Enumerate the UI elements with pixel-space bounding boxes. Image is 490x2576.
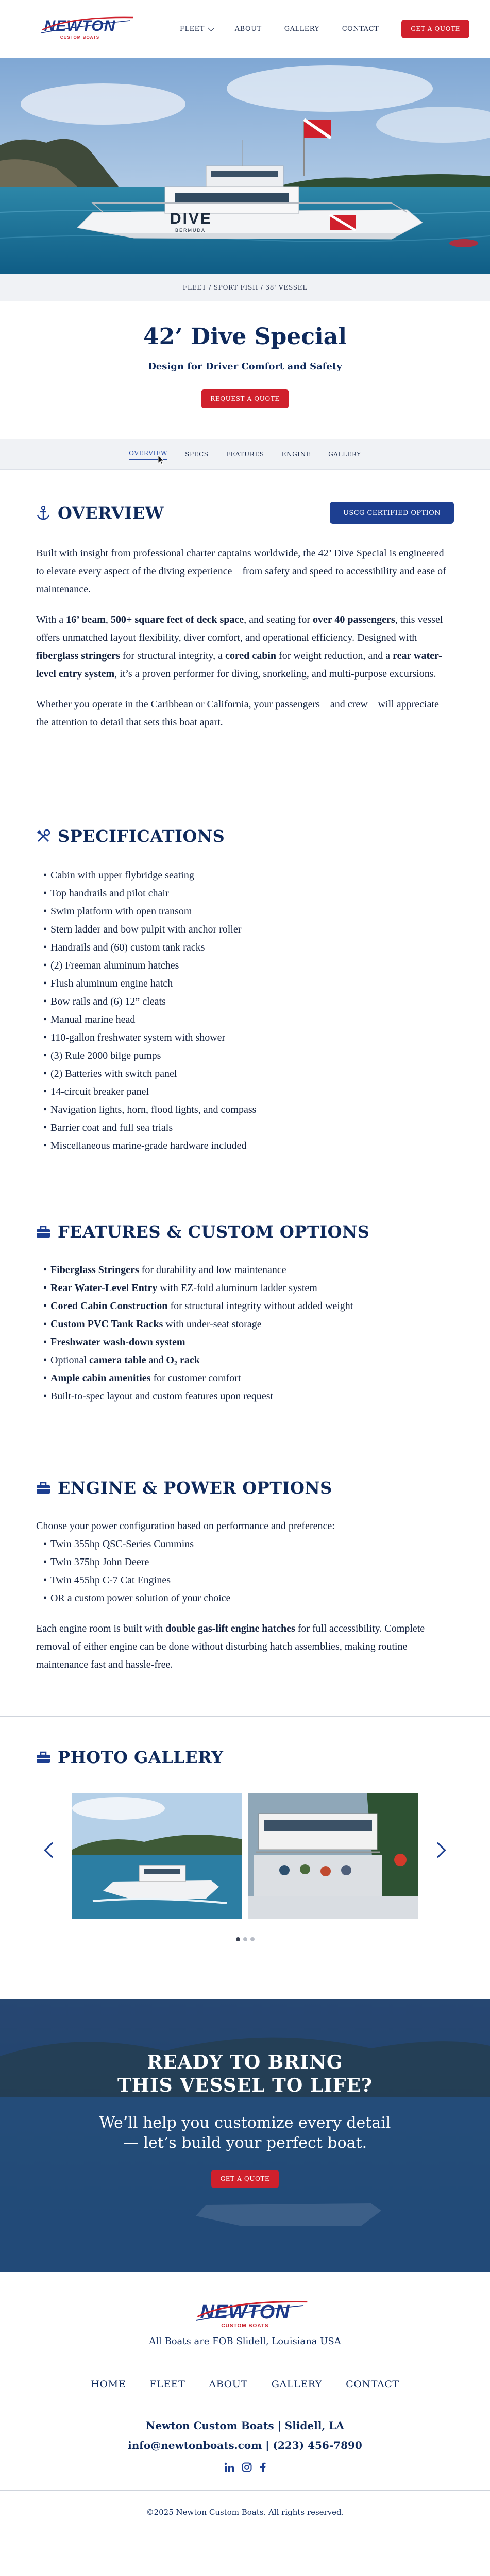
gallery-heading: PHOTO GALLERY bbox=[58, 1748, 224, 1767]
nav-about[interactable]: ABOUT bbox=[234, 25, 262, 33]
engine-intro: Choose your power configuration based on performance and preference: bbox=[36, 1520, 335, 1532]
engine-heading: ENGINE & POWER OPTIONS bbox=[58, 1478, 332, 1498]
hero-image bbox=[0, 58, 490, 274]
toolbox-icon bbox=[36, 1481, 50, 1495]
boat-name-sign: DIVE bbox=[170, 210, 213, 227]
features-list bbox=[43, 1261, 454, 1405]
footer-link-about[interactable]: ABOUT bbox=[209, 2379, 248, 2390]
breadcrumb: FLEET / SPORT FISH / 38' VESSEL bbox=[0, 274, 490, 301]
feature-item: • Optional camera table and O₂ rack bbox=[43, 1351, 454, 1369]
cta-heading: READY TO BRING THIS VESSEL TO LIFE? bbox=[117, 2052, 373, 2096]
site-footer bbox=[0, 2272, 490, 2533]
spec-item: • Barrier coat and full sea trials bbox=[43, 1119, 454, 1137]
header-quote-button[interactable]: GET A QUOTE bbox=[401, 20, 469, 38]
spec-item: • Handrails and (60) custom tank racks bbox=[43, 939, 454, 957]
engine-option: • Twin 375hp John Deere bbox=[43, 1553, 454, 1571]
spec-item: • Top handrails and pilot chair bbox=[43, 885, 454, 903]
chevron-down-icon bbox=[208, 25, 214, 31]
toolbox-icon bbox=[36, 1225, 50, 1239]
spec-item: • Stern ladder and bow pulpit with anchor roller bbox=[43, 921, 454, 939]
copyright: ©2025 Newton Custom Boats. All rights reserved. bbox=[0, 2490, 490, 2533]
carousel-prev-arrow-icon[interactable] bbox=[44, 1842, 60, 1858]
tab-overview[interactable]: OVERVIEW bbox=[129, 450, 167, 460]
spec-item: • 14-circuit breaker panel bbox=[43, 1083, 454, 1101]
engine-body bbox=[36, 1517, 454, 1674]
tab-engine[interactable]: ENGINE bbox=[281, 451, 311, 458]
footer-link-gallery[interactable]: GALLERY bbox=[271, 2379, 323, 2390]
carousel-dot[interactable] bbox=[236, 1937, 240, 1941]
spec-item: • Navigation lights, horn, flood lights, and compass bbox=[43, 1101, 454, 1119]
overview-paragraph-3: Whether you operate in the Caribbean or California, your passengers—and crew—will appreciate the attention to detail that sets this boat apart. bbox=[36, 699, 439, 728]
nav-gallery[interactable]: GALLERY bbox=[284, 25, 319, 33]
gallery-image-1[interactable] bbox=[72, 1793, 242, 1919]
spec-item: • (3) Rule 2000 bilge pumps bbox=[43, 1047, 454, 1065]
engine-option: • Twin 355hp QSC-Series Cummins bbox=[43, 1535, 454, 1553]
tab-gallery[interactable]: GALLERY bbox=[328, 451, 361, 458]
overview-paragraph-1: Built with insight from professional charter captains worldwide, the 42’ Dive Special is engineered to elevate every aspect of the diving experience—from safety and speed to accessibility and ease of maintenance. bbox=[36, 548, 446, 595]
engine-section bbox=[0, 1447, 490, 1717]
mouse-cursor-icon bbox=[158, 455, 165, 465]
engine-option: • OR a custom power solution of your choice bbox=[43, 1589, 454, 1607]
footer-link-home[interactable]: HOME bbox=[91, 2379, 126, 2390]
feature-item: • Custom PVC Tank Racks with under-seat storage bbox=[43, 1315, 454, 1333]
tab-features[interactable]: FEATURES bbox=[226, 451, 264, 458]
spec-item: • Manual marine head bbox=[43, 1011, 454, 1029]
overview-body bbox=[36, 545, 454, 732]
logo-subtitle: CUSTOM BOATS bbox=[60, 35, 100, 40]
engine-note: Each engine room is built with double gas-lift engine hatches for full accessibility. Complete removal of either engine can be done without disturbing hatch assemblies, making routine maintenance fast and hassle-free. bbox=[36, 1623, 425, 1670]
hero-boat-photo bbox=[0, 58, 490, 274]
spec-item: • (2) Freeman aluminum hatches bbox=[43, 957, 454, 975]
carousel-dot[interactable] bbox=[250, 1937, 255, 1941]
specifications-list bbox=[43, 867, 454, 1155]
cta-quote-button[interactable]: GET A QUOTE bbox=[211, 2170, 279, 2188]
spec-item: • Flush aluminum engine hatch bbox=[43, 975, 454, 993]
newton-logo[interactable] bbox=[36, 19, 124, 40]
cta-banner bbox=[0, 1999, 490, 2272]
anchor-icon bbox=[36, 506, 50, 520]
social-links bbox=[0, 2462, 490, 2472]
gallery-section bbox=[0, 1717, 490, 1999]
carousel-next-arrow-icon[interactable] bbox=[430, 1842, 446, 1858]
footer-contact-line[interactable]: info@newtonboats.com | (223) 456-7890 bbox=[128, 2439, 362, 2451]
tab-specs[interactable]: SPECS bbox=[185, 451, 209, 458]
footer-contact-info bbox=[0, 2416, 490, 2455]
section-tabs bbox=[0, 439, 490, 470]
logo-wordmark: NEWTON bbox=[44, 19, 116, 34]
footer-company-line: Newton Custom Boats | Slidell, LA bbox=[146, 2419, 344, 2432]
feature-item: • Ample cabin amenities for customer comfort bbox=[43, 1369, 454, 1387]
spec-item: • Swim platform with open transom bbox=[43, 903, 454, 921]
overview-paragraph-2: With a 16’ beam, 500+ square feet of deck space, and seating for over 40 passengers, this vessel offers unmatched layout flexibility, diver comfort, and operational efficiency. Designed with fiberglass stringers for structural integrity, a cored cabin for weight reduction, and a rear water-level entry system, it’s a proven performer for diving, snorkeling, and multi-purpose excursions. bbox=[36, 614, 443, 680]
feature-item: • Built-to-spec layout and custom features upon request bbox=[43, 1387, 454, 1405]
spec-item: • Bow rails and (6) 12” cleats bbox=[43, 993, 454, 1011]
linkedin-icon[interactable] bbox=[224, 2462, 234, 2472]
page-subtitle: Design for Driver Comfort and Safety bbox=[148, 361, 342, 372]
feature-item: • Rear Water-Level Entry with EZ-fold aluminum ladder system bbox=[43, 1279, 454, 1297]
nav-contact[interactable]: CONTACT bbox=[342, 25, 379, 33]
features-section bbox=[0, 1192, 490, 1447]
overview-heading: OVERVIEW bbox=[58, 503, 164, 523]
request-quote-button[interactable]: REQUEST A QUOTE bbox=[201, 389, 289, 408]
footer-link-fleet[interactable]: FLEET bbox=[149, 2379, 185, 2390]
spec-item: • (2) Batteries with switch panel bbox=[43, 1065, 454, 1083]
toolbox-icon bbox=[36, 1750, 50, 1765]
title-section bbox=[0, 301, 490, 439]
uscg-certified-badge[interactable]: USCG CERTIFIED OPTION bbox=[330, 502, 454, 524]
footer-logo-wordmark: NEWTON bbox=[200, 2302, 290, 2322]
engine-options-list bbox=[43, 1535, 454, 1607]
boat-sub-sign: BERMUDA bbox=[175, 228, 206, 233]
spec-item: • 110-gallon freshwater system with shower bbox=[43, 1029, 454, 1047]
wrench-screwdriver-icon bbox=[36, 829, 50, 843]
footer-nav bbox=[0, 2379, 490, 2390]
features-heading: FEATURES & CUSTOM OPTIONS bbox=[58, 1222, 370, 1242]
nav-fleet[interactable]: FLEET bbox=[180, 25, 212, 33]
feature-item: • Fiberglass Stringers for durability and low maintenance bbox=[43, 1261, 454, 1279]
gallery-carousel bbox=[0, 1793, 490, 1922]
cta-text: We’ll help you customize every detail — let’s build your perfect boat. bbox=[99, 2114, 391, 2152]
overview-section bbox=[0, 470, 490, 795]
feature-item: • Freshwater wash-down system bbox=[43, 1333, 454, 1351]
footer-logo-subtitle: CUSTOM BOATS bbox=[221, 2323, 269, 2329]
footer-link-contact[interactable]: CONTACT bbox=[346, 2379, 399, 2390]
specifications-heading: SPECIFICATIONS bbox=[58, 826, 225, 846]
feature-item: • Cored Cabin Construction for structural integrity without added weight bbox=[43, 1297, 454, 1315]
engine-option: • Twin 455hp C-7 Cat Engines bbox=[43, 1571, 454, 1589]
carousel-dot[interactable] bbox=[243, 1937, 247, 1941]
facebook-icon[interactable] bbox=[259, 2462, 266, 2472]
instagram-icon[interactable] bbox=[242, 2462, 252, 2472]
footer-tagline: All Boats are FOB Slidell, Louisiana USA bbox=[149, 2336, 341, 2347]
gallery-image-2[interactable] bbox=[248, 1793, 418, 1919]
carousel-dots bbox=[0, 1937, 490, 1941]
spec-item: • Cabin with upper flybridge seating bbox=[43, 867, 454, 885]
site-header bbox=[0, 0, 490, 58]
spec-item: • Miscellaneous marine-grade hardware included bbox=[43, 1137, 454, 1155]
specifications-section bbox=[0, 795, 490, 1192]
page-title: 42’ Dive Special bbox=[143, 324, 347, 350]
main-nav bbox=[180, 20, 469, 38]
footer-logo[interactable] bbox=[201, 2302, 289, 2329]
